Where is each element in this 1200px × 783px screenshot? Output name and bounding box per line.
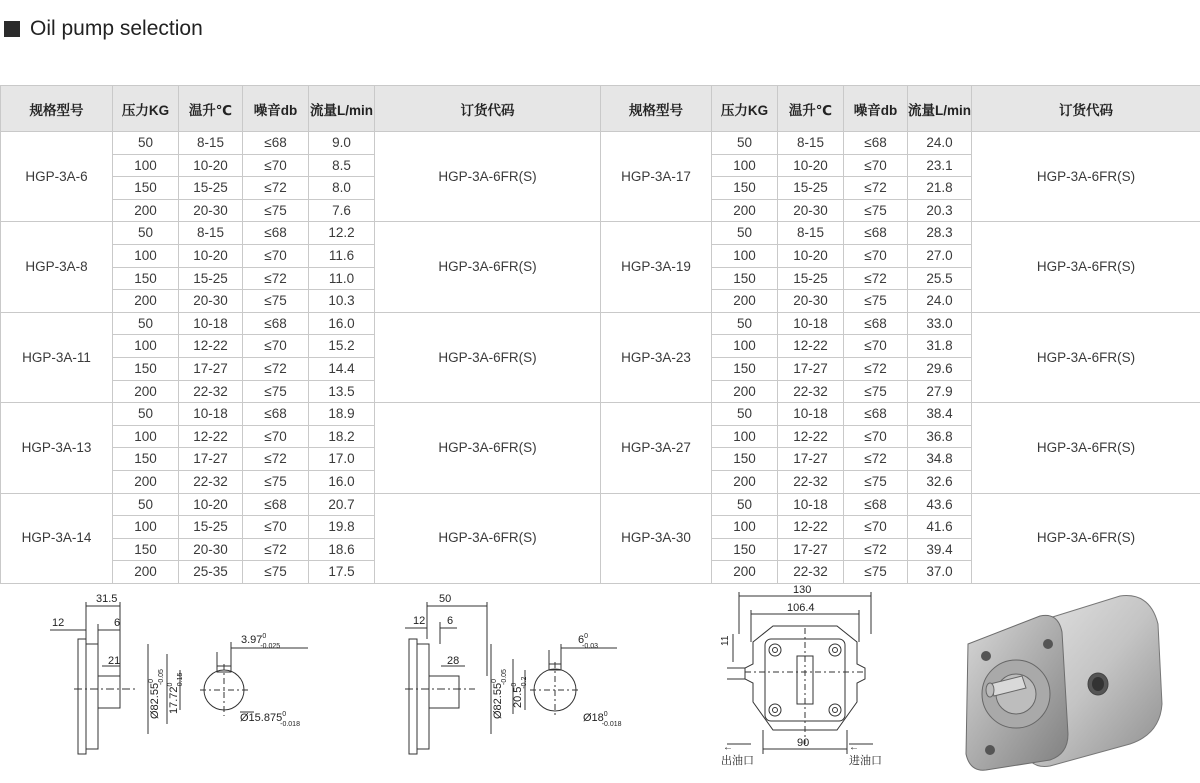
model-cell: HGP-3A-27	[601, 403, 712, 493]
temp-cell: 10-20	[778, 244, 844, 267]
temp-cell: 12-22	[179, 335, 243, 358]
order-code-cell: HGP-3A-6FR(S)	[972, 312, 1200, 402]
header-noise: 噪音db	[243, 86, 309, 132]
pressure-cell: 150	[113, 448, 179, 471]
temp-cell: 8-15	[778, 222, 844, 245]
flow-cell: 11.0	[309, 267, 375, 290]
flow-cell: 43.6	[908, 493, 972, 516]
flow-cell: 21.8	[908, 177, 972, 200]
drawings-panel	[0, 583, 1200, 778]
noise-cell: ≤68	[243, 132, 309, 155]
model-cell: HGP-3A-19	[601, 222, 712, 312]
dim-shaft-diameter: $Ø18^0$ -0.018	[583, 711, 622, 728]
dim-12: 12	[413, 615, 425, 627]
pressure-cell: 100	[712, 244, 778, 267]
pressure-cell: 100	[712, 154, 778, 177]
shaft-drawing-1-svg	[40, 584, 340, 778]
noise-cell: ≤70	[844, 244, 908, 267]
pressure-cell: 150	[113, 357, 179, 380]
model-cell: HGP-3A-8	[1, 222, 113, 312]
dim-28: 28	[447, 655, 459, 667]
pressure-cell: 200	[113, 199, 179, 222]
noise-cell: ≤68	[844, 312, 908, 335]
noise-cell: ≤72	[844, 448, 908, 471]
pressure-cell: 150	[113, 267, 179, 290]
flow-cell: 27.0	[908, 244, 972, 267]
table-row	[1, 222, 1200, 245]
noise-cell: ≤75	[844, 199, 908, 222]
model-cell: HGP-3A-13	[1, 403, 113, 493]
noise-cell: ≤75	[243, 199, 309, 222]
dim-50: 50	[439, 593, 451, 605]
noise-cell: ≤75	[243, 380, 309, 403]
flow-cell: 38.4	[908, 403, 972, 426]
noise-cell: ≤68	[844, 403, 908, 426]
arrow-left-icon: ←	[849, 742, 859, 753]
dim-11: 11	[720, 635, 731, 646]
table-row	[1, 132, 1200, 155]
title-marker	[4, 21, 20, 37]
table-row	[1, 403, 1200, 426]
dim-key-height: 17.72$^0$ -0.15	[167, 673, 184, 714]
pressure-cell: 200	[712, 199, 778, 222]
table-header-row	[1, 86, 1200, 132]
temp-cell: 17-27	[778, 538, 844, 561]
temp-cell: 10-18	[778, 493, 844, 516]
temp-cell: 17-27	[778, 448, 844, 471]
temp-cell: 17-27	[179, 357, 243, 380]
dim-12: 12	[52, 617, 64, 629]
noise-cell: ≤68	[243, 222, 309, 245]
noise-cell: ≤68	[243, 403, 309, 426]
flow-cell: 36.8	[908, 425, 972, 448]
flow-cell: 17.5	[309, 561, 375, 584]
noise-cell: ≤72	[844, 177, 908, 200]
flow-cell: 19.8	[309, 516, 375, 539]
temp-cell: 20-30	[778, 199, 844, 222]
pressure-cell: 50	[712, 312, 778, 335]
noise-cell: ≤72	[243, 538, 309, 561]
flow-cell: 8.5	[309, 154, 375, 177]
order-code-cell: HGP-3A-6FR(S)	[972, 403, 1200, 493]
noise-cell: ≤68	[844, 222, 908, 245]
pressure-cell: 150	[712, 448, 778, 471]
flow-cell: 16.0	[309, 312, 375, 335]
pressure-cell: 200	[113, 470, 179, 493]
temp-cell: 22-32	[179, 470, 243, 493]
header-pressure: 压力KG	[113, 86, 179, 132]
temp-cell: 25-35	[179, 561, 243, 584]
model-cell: HGP-3A-23	[601, 312, 712, 402]
dim-31-5: 31.5	[96, 593, 117, 605]
header-flow: 流量L/min	[908, 86, 972, 132]
flow-cell: 37.0	[908, 561, 972, 584]
temp-cell: 12-22	[179, 425, 243, 448]
pressure-cell: 150	[113, 538, 179, 561]
pressure-cell: 200	[712, 290, 778, 313]
noise-cell: ≤75	[844, 470, 908, 493]
flow-cell: 32.6	[908, 470, 972, 493]
pressure-cell: 50	[712, 222, 778, 245]
flow-cell: 31.8	[908, 335, 972, 358]
noise-cell: ≤68	[844, 132, 908, 155]
flow-cell: 13.5	[309, 380, 375, 403]
table-row	[1, 312, 1200, 335]
shaft-drawing-2	[395, 584, 655, 778]
header-pressure: 压力KG	[712, 86, 778, 132]
header-model: 规格型号	[601, 86, 712, 132]
noise-cell: ≤70	[243, 335, 309, 358]
model-cell: HGP-3A-30	[601, 493, 712, 583]
noise-cell: ≤70	[243, 425, 309, 448]
temp-cell: 12-22	[778, 425, 844, 448]
temp-cell: 15-25	[778, 177, 844, 200]
temp-cell: 12-22	[778, 516, 844, 539]
pressure-cell: 50	[712, 493, 778, 516]
temp-cell: 10-20	[179, 244, 243, 267]
temp-cell: 15-25	[179, 177, 243, 200]
flow-cell: 27.9	[908, 380, 972, 403]
flow-cell: 25.5	[908, 267, 972, 290]
flow-cell: 33.0	[908, 312, 972, 335]
temp-cell: 8-15	[179, 132, 243, 155]
gear-pump-illustration	[950, 584, 1180, 778]
pump-photo	[950, 584, 1180, 778]
pressure-cell: 50	[712, 403, 778, 426]
noise-cell: ≤75	[243, 561, 309, 584]
flow-cell: 20.7	[309, 493, 375, 516]
pressure-cell: 100	[712, 425, 778, 448]
pressure-cell: 200	[113, 290, 179, 313]
noise-cell: ≤68	[243, 312, 309, 335]
noise-cell: ≤75	[844, 290, 908, 313]
inlet-label: 进油口	[849, 753, 882, 767]
dim-21: 21	[108, 655, 120, 667]
temp-cell: 10-18	[179, 403, 243, 426]
page-title: Oil pump selection	[30, 17, 203, 41]
flow-cell: 12.2	[309, 222, 375, 245]
noise-cell: ≤72	[844, 267, 908, 290]
temp-cell: 22-32	[778, 470, 844, 493]
noise-cell: ≤70	[844, 516, 908, 539]
pressure-cell: 150	[712, 177, 778, 200]
flow-cell: 18.2	[309, 425, 375, 448]
arrow-left-icon: ←	[723, 742, 733, 753]
header-temp: 温升℃	[778, 86, 844, 132]
flow-cell: 24.0	[908, 290, 972, 313]
order-code-cell: HGP-3A-6FR(S)	[972, 493, 1200, 583]
model-cell: HGP-3A-17	[601, 132, 712, 222]
temp-cell: 10-18	[778, 403, 844, 426]
pressure-cell: 100	[113, 335, 179, 358]
noise-cell: ≤68	[243, 493, 309, 516]
noise-cell: ≤70	[243, 154, 309, 177]
order-code-cell: HGP-3A-6FR(S)	[375, 312, 601, 402]
header-order: 订货代码	[972, 86, 1200, 132]
noise-cell: ≤70	[243, 244, 309, 267]
dim-pilot-diameter: Ø82.55$^0$ -0.05	[491, 669, 508, 719]
noise-cell: ≤70	[844, 425, 908, 448]
temp-cell: 17-27	[179, 448, 243, 471]
pressure-cell: 150	[712, 538, 778, 561]
table-body	[1, 132, 1200, 584]
noise-cell: ≤75	[243, 470, 309, 493]
flow-cell: 9.0	[309, 132, 375, 155]
flow-cell: 14.4	[309, 357, 375, 380]
flow-cell: 20.3	[908, 199, 972, 222]
noise-cell: ≤72	[844, 538, 908, 561]
flow-cell: 16.0	[309, 470, 375, 493]
flow-cell: 17.0	[309, 448, 375, 471]
pressure-cell: 100	[712, 516, 778, 539]
model-cell: HGP-3A-6	[1, 132, 113, 222]
section-title	[0, 14, 203, 44]
temp-cell: 20-30	[179, 290, 243, 313]
dim-6: 6	[447, 615, 453, 627]
header-temp: 温升℃	[179, 86, 243, 132]
pressure-cell: 50	[113, 312, 179, 335]
temp-cell: 10-18	[778, 312, 844, 335]
order-code-cell: HGP-3A-6FR(S)	[375, 132, 601, 222]
temp-cell: 22-32	[778, 380, 844, 403]
noise-cell: ≤68	[844, 493, 908, 516]
outlet-label: 出油口	[721, 753, 754, 767]
noise-cell: ≤70	[844, 335, 908, 358]
noise-cell: ≤72	[243, 357, 309, 380]
temp-cell: 17-27	[778, 357, 844, 380]
header-order: 订货代码	[375, 86, 601, 132]
noise-cell: ≤72	[844, 357, 908, 380]
noise-cell: ≤75	[844, 561, 908, 584]
table-row	[1, 493, 1200, 516]
order-code-cell: HGP-3A-6FR(S)	[972, 222, 1200, 312]
temp-cell: 10-20	[778, 154, 844, 177]
pressure-cell: 200	[712, 380, 778, 403]
header-flow: 流量L/min	[309, 86, 375, 132]
flow-cell: 11.6	[309, 244, 375, 267]
pressure-cell: 100	[113, 244, 179, 267]
pressure-cell: 100	[113, 425, 179, 448]
temp-cell: 20-30	[778, 290, 844, 313]
pressure-cell: 200	[113, 561, 179, 584]
temp-cell: 22-32	[179, 380, 243, 403]
temp-cell: 10-20	[179, 493, 243, 516]
header-noise: 噪音db	[844, 86, 908, 132]
flow-cell: 15.2	[309, 335, 375, 358]
flow-cell: 24.0	[908, 132, 972, 155]
temp-cell: 20-30	[179, 199, 243, 222]
pressure-cell: 150	[113, 177, 179, 200]
order-code-cell: HGP-3A-6FR(S)	[375, 222, 601, 312]
flow-cell: 7.6	[309, 199, 375, 222]
dim-keyway: $6^0$ -0.03	[578, 633, 598, 650]
flow-cell: 23.1	[908, 154, 972, 177]
flow-cell: 18.6	[309, 538, 375, 561]
shaft-drawing-2-svg	[395, 584, 655, 778]
pressure-cell: 100	[712, 335, 778, 358]
order-code-cell: HGP-3A-6FR(S)	[375, 493, 601, 583]
temp-cell: 10-20	[179, 154, 243, 177]
dim-6: 6	[114, 617, 120, 629]
noise-cell: ≤75	[243, 290, 309, 313]
noise-cell: ≤75	[844, 380, 908, 403]
shaft-drawing-1	[40, 584, 340, 778]
pressure-cell: 50	[113, 132, 179, 155]
noise-cell: ≤72	[243, 177, 309, 200]
temp-cell: 15-25	[179, 516, 243, 539]
flow-cell: 18.9	[309, 403, 375, 426]
dim-90: 90	[797, 737, 809, 749]
flow-cell: 29.6	[908, 357, 972, 380]
noise-cell: ≤72	[243, 448, 309, 471]
pressure-cell: 100	[113, 516, 179, 539]
pressure-cell: 100	[113, 154, 179, 177]
temp-cell: 22-32	[778, 561, 844, 584]
flow-cell: 34.8	[908, 448, 972, 471]
flow-cell: 41.6	[908, 516, 972, 539]
dim-106-4: 106.4	[787, 602, 815, 614]
pressure-cell: 200	[712, 470, 778, 493]
temp-cell: 8-15	[778, 132, 844, 155]
flow-cell: 8.0	[309, 177, 375, 200]
flow-cell: 39.4	[908, 538, 972, 561]
dim-pilot-diameter: Ø82.55$^0$ -0.05	[148, 669, 165, 719]
temp-cell: 20-30	[179, 538, 243, 561]
pressure-cell: 200	[113, 380, 179, 403]
noise-cell: ≤70	[243, 516, 309, 539]
dim-shaft-diameter: Ø15.875$^0$ -0.018	[240, 711, 300, 728]
pressure-cell: 50	[712, 132, 778, 155]
header-model: 规格型号	[1, 86, 113, 132]
pressure-cell: 50	[113, 493, 179, 516]
noise-cell: ≤72	[243, 267, 309, 290]
order-code-cell: HGP-3A-6FR(S)	[375, 403, 601, 493]
order-code-cell: HGP-3A-6FR(S)	[972, 132, 1200, 222]
model-cell: HGP-3A-14	[1, 493, 113, 583]
pressure-cell: 50	[113, 403, 179, 426]
pressure-cell: 200	[712, 561, 778, 584]
temp-cell: 8-15	[179, 222, 243, 245]
temp-cell: 15-25	[179, 267, 243, 290]
noise-cell: ≤70	[844, 154, 908, 177]
flange-drawing	[705, 584, 905, 778]
pressure-cell: 150	[712, 267, 778, 290]
temp-cell: 12-22	[778, 335, 844, 358]
model-cell: HGP-3A-11	[1, 312, 113, 402]
dim-130: 130	[793, 584, 811, 596]
pressure-cell: 150	[712, 357, 778, 380]
pressure-cell: 50	[113, 222, 179, 245]
dim-keyway: 3.97$^0$ -0.025	[241, 633, 280, 650]
temp-cell: 15-25	[778, 267, 844, 290]
flow-cell: 10.3	[309, 290, 375, 313]
temp-cell: 10-18	[179, 312, 243, 335]
selection-table	[0, 85, 1200, 584]
flow-cell: 28.3	[908, 222, 972, 245]
flange-drawing-svg	[705, 584, 905, 778]
dim-key-height: 20.5$^0$ -0.2	[511, 677, 528, 708]
